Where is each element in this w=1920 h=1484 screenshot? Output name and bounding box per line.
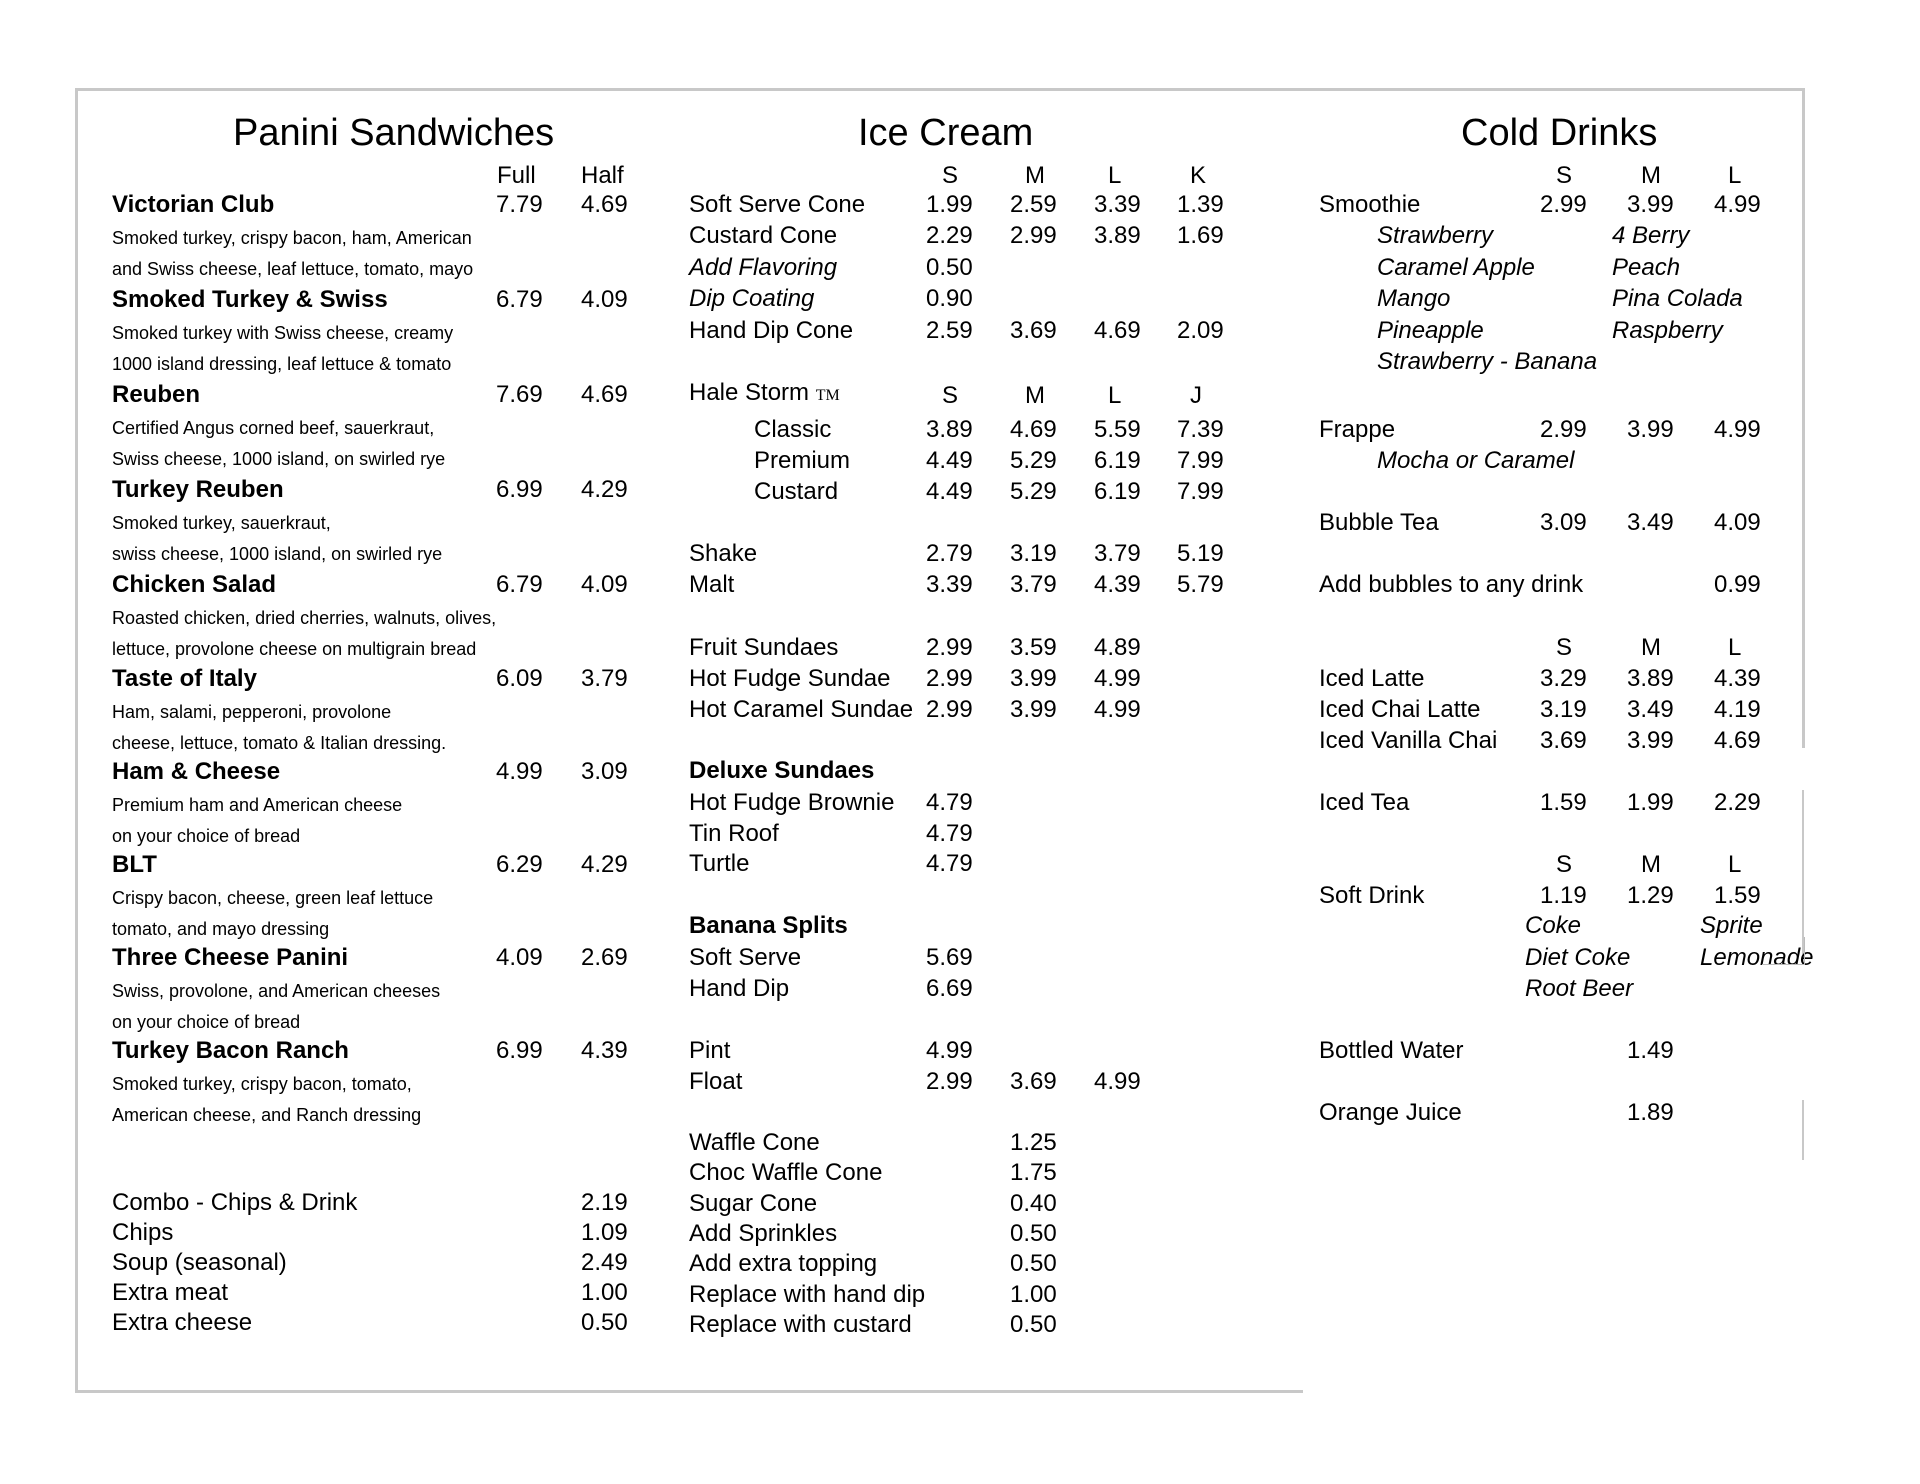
sandwich-description: on your choice of bread xyxy=(112,1012,301,1032)
frappe-flavors: Mocha or Caramel xyxy=(1377,447,1575,474)
sundae-price: 3.99 xyxy=(1010,665,1057,692)
iced-drink-price: 4.69 xyxy=(1714,727,1761,754)
price-full: 6.29 xyxy=(496,851,543,878)
sandwich-description: Swiss, provolone, and American cheeses xyxy=(112,981,441,1001)
cone-price: 2.59 xyxy=(1010,191,1057,218)
side-item-name: Chips xyxy=(112,1219,174,1246)
size-header: S xyxy=(942,382,959,409)
shake-name: Malt xyxy=(689,571,735,598)
sandwich-description: lettuce, provolone cheese on multigrain bread xyxy=(112,639,477,659)
section-title: Ice Cream xyxy=(858,112,1034,154)
cone-price: 1.99 xyxy=(926,191,973,218)
soft-drink-option: Root Beer xyxy=(1525,975,1634,1002)
cone-price: 1.69 xyxy=(1177,222,1224,249)
price-half: 4.29 xyxy=(581,476,628,503)
sandwich-description: on your choice of bread xyxy=(112,826,301,846)
sundae-name: Hot Fudge Sundae xyxy=(689,667,891,691)
deluxe-sundae-name: Turtle xyxy=(689,850,750,877)
deluxe-sundae-price: 4.79 xyxy=(926,850,973,877)
size-header: J xyxy=(1190,382,1202,409)
side-item-name: Extra meat xyxy=(112,1279,229,1306)
trademark-mark: TM xyxy=(815,387,840,404)
iced-drink-name: Iced Latte xyxy=(1319,665,1425,692)
sandwich-name: Ham & Cheese xyxy=(112,758,281,785)
soft-drink-option: Coke xyxy=(1525,912,1582,939)
shake-price: 5.19 xyxy=(1177,540,1224,567)
iced-drink-price: 4.39 xyxy=(1714,665,1761,692)
deluxe-sundae-name: Tin Roof xyxy=(689,820,779,847)
float-price: 2.99 xyxy=(926,1068,973,1095)
add-on-price: 0.50 xyxy=(1010,1310,1057,1338)
column-header-half: Half xyxy=(581,162,624,189)
sandwich-description: Smoked turkey, sauerkraut, xyxy=(112,513,331,533)
sandwich-description: cheese, lettuce, tomato & Italian dressing. xyxy=(112,733,447,753)
price-full: 6.99 xyxy=(496,476,543,503)
price-full: 6.09 xyxy=(496,665,543,692)
price-half: 4.09 xyxy=(581,286,628,313)
cone-price: 2.59 xyxy=(926,317,973,344)
hale-storm-label xyxy=(689,381,840,405)
price-half: 4.69 xyxy=(581,381,628,408)
add-on-name: Replace with custard xyxy=(689,1310,912,1338)
orange-juice-name: Orange Juice xyxy=(1319,1099,1462,1126)
size-header: M xyxy=(1641,851,1661,878)
cone-name: Add Flavoring xyxy=(689,254,838,281)
smoothie-flavor: Pineapple xyxy=(1377,317,1484,344)
cone-price: 3.69 xyxy=(1010,317,1057,344)
bubble-tea-price: 3.49 xyxy=(1627,509,1674,536)
size-header: M xyxy=(1641,162,1661,189)
add-on-price: 0.50 xyxy=(1010,1219,1057,1247)
sandwich-name: Taste of Italy xyxy=(112,665,257,692)
size-header: L xyxy=(1728,162,1742,189)
iced-drink-price: 3.89 xyxy=(1627,665,1674,692)
hale-storm-price: 7.99 xyxy=(1177,478,1224,505)
hale-storm-price: 3.89 xyxy=(926,416,973,443)
side-item-price: 1.00 xyxy=(581,1279,628,1306)
size-header: M xyxy=(1025,162,1045,189)
add-on-name: Add Sprinkles xyxy=(689,1219,838,1247)
frame-right-border-fragment xyxy=(1802,1100,1804,1160)
price-full: 4.09 xyxy=(496,944,543,971)
size-header: L xyxy=(1108,382,1122,409)
size-header: M xyxy=(1025,382,1045,409)
frame-left-border xyxy=(75,88,78,1393)
frame-top-border xyxy=(75,88,1805,91)
cone-price: 3.39 xyxy=(1094,191,1141,218)
cone-price: 2.29 xyxy=(926,222,973,249)
hale-storm-price: 7.39 xyxy=(1177,416,1224,443)
sandwich-description: 1000 island dressing, leaf lettuce & tomato xyxy=(112,354,452,374)
sandwich-description: swiss cheese, 1000 island, on swirled rye xyxy=(112,544,443,564)
sundae-price: 3.59 xyxy=(1010,634,1057,661)
add-on-name: Choc Waffle Cone xyxy=(689,1159,883,1187)
sundae-name: Fruit Sundaes xyxy=(689,636,839,660)
add-on-name: Waffle Cone xyxy=(689,1129,820,1156)
add-on-name: Add extra topping xyxy=(689,1250,878,1278)
smoothie-name: Smoothie xyxy=(1319,191,1421,218)
iced-drink-price: 3.19 xyxy=(1540,696,1587,723)
price-half: 4.39 xyxy=(581,1037,628,1064)
price-full: 6.99 xyxy=(496,1037,543,1064)
price-full: 4.99 xyxy=(496,758,543,785)
hale-storm-price: 7.99 xyxy=(1177,447,1224,474)
soft-drink-option: Diet Coke xyxy=(1525,944,1631,971)
smoothie-flavor: Mango xyxy=(1377,285,1451,312)
deluxe-sundae-name: Hot Fudge Brownie xyxy=(689,789,895,816)
bottled-water-price: 1.49 xyxy=(1627,1037,1674,1064)
column-header-full: Full xyxy=(497,162,536,189)
smoothie-flavor: Pina Colada xyxy=(1612,285,1743,312)
size-header: S xyxy=(1556,851,1573,878)
smoothie-flavor: Strawberry - Banana xyxy=(1377,348,1598,375)
shake-name: Shake xyxy=(689,540,758,567)
soft-drink-price: 1.19 xyxy=(1540,882,1587,909)
sandwich-name: Reuben xyxy=(112,381,201,408)
iced-tea-name: Iced Tea xyxy=(1319,789,1410,816)
cell-border xyxy=(1762,937,1805,965)
smoothie-price: 2.99 xyxy=(1540,191,1587,218)
add-on-price: 1.00 xyxy=(1010,1280,1057,1308)
frappe-price: 3.99 xyxy=(1627,416,1674,443)
pint-price: 4.99 xyxy=(926,1037,973,1064)
sundae-price: 4.89 xyxy=(1094,634,1141,661)
cone-price: 1.39 xyxy=(1177,191,1224,218)
smoothie-price: 4.99 xyxy=(1714,191,1761,218)
banana-splits-heading: Banana Splits xyxy=(689,912,848,939)
soft-drink-option: Sprite xyxy=(1700,912,1763,939)
frappe-name: Frappe xyxy=(1319,416,1396,443)
sandwich-name: Turkey Bacon Ranch xyxy=(112,1037,349,1064)
sandwich-description: Smoked turkey with Swiss cheese, creamy xyxy=(112,323,454,343)
hale-storm-price: 4.49 xyxy=(926,478,973,505)
side-item-price: 1.09 xyxy=(581,1219,628,1246)
iced-drink-price: 3.69 xyxy=(1540,727,1587,754)
deluxe-sundae-price: 4.79 xyxy=(926,820,973,847)
size-header: M xyxy=(1641,634,1661,661)
banana-split-name: Soft Serve xyxy=(689,944,802,971)
cone-price: 0.90 xyxy=(926,285,973,312)
iced-tea-price: 1.99 xyxy=(1627,789,1674,816)
float-price: 3.69 xyxy=(1010,1068,1057,1095)
sandwich-description: American cheese, and Ranch dressing xyxy=(112,1105,422,1125)
size-header: L xyxy=(1108,162,1122,189)
shake-price: 3.79 xyxy=(1010,571,1057,598)
price-half: 3.79 xyxy=(581,665,628,692)
sandwich-name: Smoked Turkey & Swiss xyxy=(112,286,388,313)
sundae-price: 2.99 xyxy=(926,696,973,723)
hale-storm-price: 6.19 xyxy=(1094,447,1141,474)
sandwich-name: Three Cheese Panini xyxy=(112,944,349,971)
smoothie-flavor: Peach xyxy=(1612,254,1681,281)
add-on-price: 1.25 xyxy=(1010,1129,1057,1156)
deluxe-sundaes-heading: Deluxe Sundaes xyxy=(689,757,875,784)
iced-drink-price: 3.99 xyxy=(1627,727,1674,754)
cone-price: 3.89 xyxy=(1094,222,1141,249)
cone-name: Hand Dip Cone xyxy=(689,317,854,344)
sandwich-description: Roasted chicken, dried cherries, walnuts, olives, xyxy=(112,608,497,628)
hale-storm-item-name: Premium xyxy=(754,447,851,474)
frame-right-border xyxy=(1802,88,1805,748)
hale-storm-price: 6.19 xyxy=(1094,478,1141,505)
size-header: S xyxy=(942,162,959,189)
sandwich-description: Smoked turkey, crispy bacon, tomato, xyxy=(112,1074,412,1094)
sandwich-description: Premium ham and American cheese xyxy=(112,795,403,815)
sundae-price: 4.99 xyxy=(1094,696,1141,723)
frappe-price: 4.99 xyxy=(1714,416,1761,443)
sundae-price: 2.99 xyxy=(926,665,973,692)
add-on-price: 1.75 xyxy=(1010,1159,1057,1187)
sundae-price: 4.99 xyxy=(1094,665,1141,692)
shake-price: 3.39 xyxy=(926,571,973,598)
banana-split-price: 6.69 xyxy=(926,975,973,1002)
soft-drink-name: Soft Drink xyxy=(1319,882,1425,909)
iced-drink-price: 3.29 xyxy=(1540,665,1587,692)
hale-storm-price: 5.59 xyxy=(1094,416,1141,443)
cone-price: 2.99 xyxy=(1010,222,1057,249)
sandwich-name: Victorian Club xyxy=(112,191,275,218)
bubble-tea-price: 4.09 xyxy=(1714,509,1761,536)
price-half: 4.09 xyxy=(581,571,628,598)
hale-storm-price: 5.29 xyxy=(1010,478,1057,505)
shake-price: 3.19 xyxy=(1010,540,1057,567)
sundae-name: Hot Caramel Sundae xyxy=(689,698,914,722)
add-on-price: 0.40 xyxy=(1010,1189,1057,1217)
sandwich-description: Certified Angus corned beef, sauerkraut, xyxy=(112,418,435,438)
sandwich-description: Swiss cheese, 1000 island, on swirled rye xyxy=(112,449,446,469)
side-item-price: 2.49 xyxy=(581,1249,628,1276)
hale-storm-item-name: Custard xyxy=(754,478,839,505)
frappe-price: 2.99 xyxy=(1540,416,1587,443)
soft-drink-option: Lemonade xyxy=(1700,944,1814,971)
price-full: 6.79 xyxy=(496,571,543,598)
frame-bottom-border xyxy=(75,1390,1303,1393)
smoothie-price: 3.99 xyxy=(1627,191,1674,218)
side-item-price: 0.50 xyxy=(581,1309,628,1336)
iced-drink-name: Iced Vanilla Chai xyxy=(1319,727,1498,754)
bubble-tea-price: 3.09 xyxy=(1540,509,1587,536)
price-half: 2.69 xyxy=(581,944,628,971)
iced-drink-price: 4.19 xyxy=(1714,696,1761,723)
cone-name: Dip Coating xyxy=(689,285,815,312)
cone-price: 2.09 xyxy=(1177,317,1224,344)
sandwich-name: Turkey Reuben xyxy=(112,476,284,503)
iced-tea-price: 2.29 xyxy=(1714,789,1761,816)
smoothie-flavor: Caramel Apple xyxy=(1377,254,1535,281)
hale-storm-price: 4.69 xyxy=(1010,416,1057,443)
shake-price: 4.39 xyxy=(1094,571,1141,598)
iced-tea-price: 1.59 xyxy=(1540,789,1587,816)
sandwich-name: BLT xyxy=(112,851,157,878)
sandwich-description: tomato, and mayo dressing xyxy=(112,919,330,939)
sandwich-description: and Swiss cheese, leaf lettuce, tomato, mayo xyxy=(112,259,474,279)
price-half: 4.29 xyxy=(581,851,628,878)
cone-name: Soft Serve Cone xyxy=(689,191,866,218)
bottled-water-name: Bottled Water xyxy=(1319,1037,1464,1064)
sandwich-description: Ham, salami, pepperoni, provolone xyxy=(112,702,392,722)
iced-drink-name: Iced Chai Latte xyxy=(1319,696,1481,723)
size-header: S xyxy=(1556,162,1573,189)
cone-price: 4.69 xyxy=(1094,317,1141,344)
add-on-name: Replace with hand dip xyxy=(689,1280,926,1308)
iced-drink-price: 3.49 xyxy=(1627,696,1674,723)
side-item-name: Combo - Chips & Drink xyxy=(112,1189,358,1216)
size-header: L xyxy=(1728,851,1742,878)
float-name: Float xyxy=(689,1068,743,1095)
sandwich-description: Smoked turkey, crispy bacon, ham, American xyxy=(112,228,472,248)
sandwich-name: Chicken Salad xyxy=(112,571,277,598)
float-price: 4.99 xyxy=(1094,1068,1141,1095)
sandwich-description: Crispy bacon, cheese, green leaf lettuce xyxy=(112,888,434,908)
soft-drink-price: 1.29 xyxy=(1627,882,1674,909)
price-half: 3.09 xyxy=(581,758,628,785)
price-full: 7.69 xyxy=(496,381,543,408)
bubble-tea-name: Bubble Tea xyxy=(1319,509,1439,536)
side-item-price: 2.19 xyxy=(581,1189,628,1216)
smoothie-flavor: 4 Berry xyxy=(1612,222,1690,249)
side-item-name: Extra cheese xyxy=(112,1309,253,1336)
size-header: L xyxy=(1728,634,1742,661)
orange-juice-price: 1.89 xyxy=(1627,1099,1674,1126)
price-full: 6.79 xyxy=(496,286,543,313)
cone-name: Custard Cone xyxy=(689,222,838,249)
shake-price: 2.79 xyxy=(926,540,973,567)
cone-price: 0.50 xyxy=(926,254,973,281)
price-full: 7.79 xyxy=(496,191,543,218)
hale-storm-price: 4.49 xyxy=(926,447,973,474)
soft-drink-price: 1.59 xyxy=(1714,882,1761,909)
section-title: Panini Sandwiches xyxy=(233,112,555,154)
add-on-price: 0.50 xyxy=(1010,1250,1057,1278)
sundae-price: 2.99 xyxy=(926,634,973,661)
section-title: Cold Drinks xyxy=(1461,112,1658,154)
shake-price: 3.79 xyxy=(1094,540,1141,567)
sundae-price: 3.99 xyxy=(1010,696,1057,723)
add-bubbles-name: Add bubbles to any drink xyxy=(1319,571,1584,598)
smoothie-flavor: Strawberry xyxy=(1377,222,1494,249)
hale-storm-price: 5.29 xyxy=(1010,447,1057,474)
add-bubbles-price: 0.99 xyxy=(1714,571,1761,598)
banana-split-name: Hand Dip xyxy=(689,975,790,1002)
hale-storm-name: Hale Storm xyxy=(689,379,810,406)
deluxe-sundae-price: 4.79 xyxy=(926,789,973,816)
hale-storm-item-name: Classic xyxy=(754,416,832,443)
pint-name: Pint xyxy=(689,1037,731,1064)
add-on-name: Sugar Cone xyxy=(689,1189,818,1217)
smoothie-flavor: Raspberry xyxy=(1612,317,1723,344)
banana-split-price: 5.69 xyxy=(926,944,973,971)
size-header: S xyxy=(1556,634,1573,661)
size-header: K xyxy=(1190,162,1207,189)
price-half: 4.69 xyxy=(581,191,628,218)
shake-price: 5.79 xyxy=(1177,571,1224,598)
side-item-name: Soup (seasonal) xyxy=(112,1249,287,1276)
